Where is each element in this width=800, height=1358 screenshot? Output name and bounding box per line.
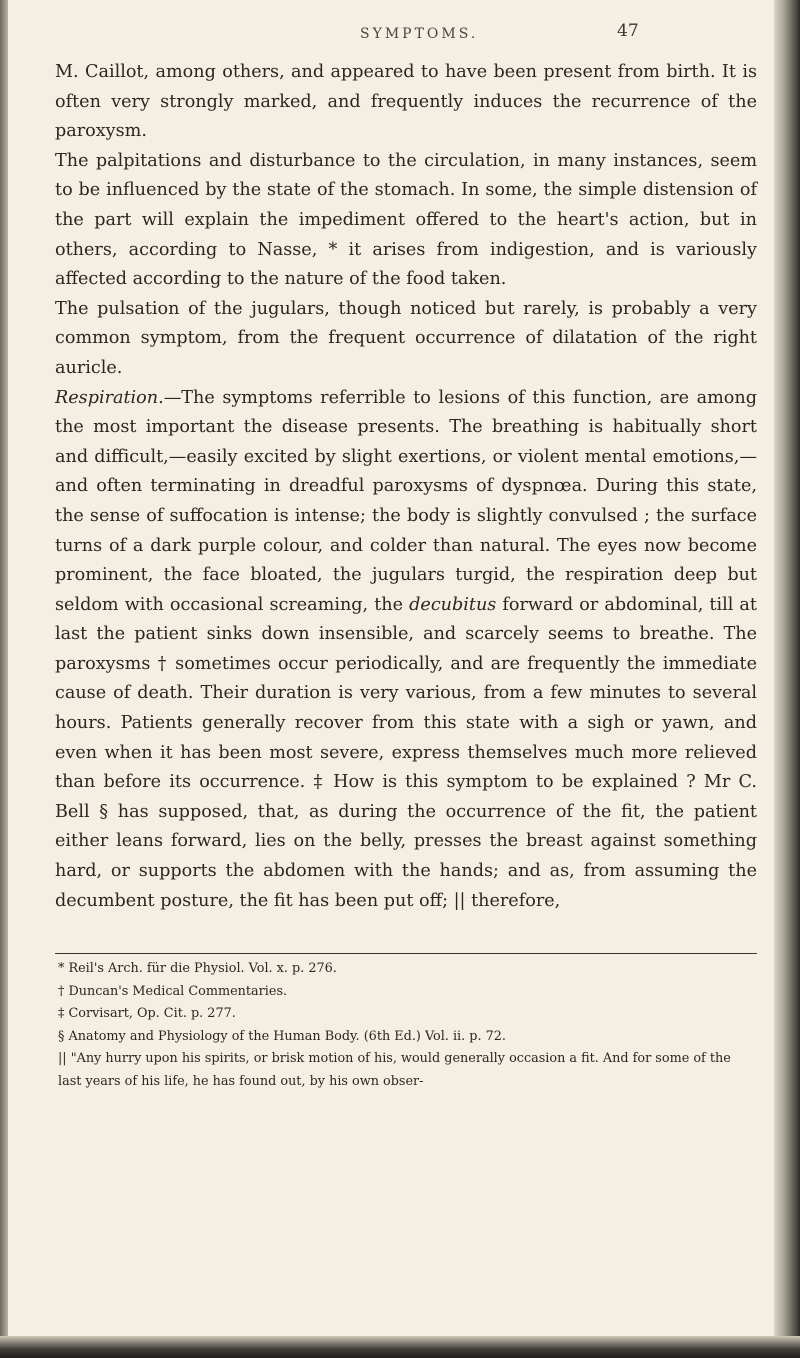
section-heading-respiration: Respiration. bbox=[55, 387, 164, 408]
footnote-5: || "Any hurry upon his spirits, or brisk motion of his, would generally occasion a fit. And for some of the last years of his life, he has found out, by his own obser- bbox=[58, 1051, 731, 1089]
footnote-3: ‡ Corvisart, Op. Cit. p. 277. bbox=[58, 1006, 236, 1021]
footnote-4: § Anatomy and Physiology of the Human Body. (6th Ed.) Vol. ii. p. 72. bbox=[58, 1028, 506, 1044]
footnote-1: * Reil's Arch. für die Physiol. Vol. x. p. 276. bbox=[58, 961, 337, 976]
paragraph-1: M. Caillot, among others, and appeared to have been present from birth. It is often very strongly marked, and frequently induces the recurrence of the paroxysm. bbox=[55, 62, 757, 142]
paragraph-2: The palpitations and disturbance to the circulation, in many instances, seem to be influenced by the state of the stomach. In some, the simple distension of the part will explain the impediment offered to the heart's action, but in others, according to Nasse, * it arises from indigestion, and is variously affected according to the nature of the food taken. bbox=[55, 150, 757, 290]
body-text bbox=[55, 58, 757, 916]
paragraph-4 bbox=[55, 384, 757, 917]
scan-bottom-edge bbox=[0, 1336, 800, 1358]
page-number: 47 bbox=[617, 21, 639, 41]
paragraph-4-text-b: forward or abdominal, till at last the patient sinks down insensible, and scarcely seems to breathe. The paroxysms † sometimes occur periodically, and are frequently the immediate cause of death. Their duration is very various, from a few minutes to several hours. Patients generally recover from this state with a sigh or yawn, and even when it has been most severe, express themselves much more relieved than before its occurrence. ‡ How is this symptom to be explained ? Mr C. Bell § has supposed, that, as during the occurrence of the fit, the patient either leans forward, lies on the belly, presses the breast against something hard, or supports the abdomen with the hands; and as, from assuming the decumbent posture, the fit has been put off; || therefore, bbox=[55, 594, 757, 911]
decubitus-term: decubitus bbox=[409, 594, 497, 615]
running-head: SYMPTOMS. bbox=[360, 26, 479, 42]
paragraph-3: The pulsation of the jugulars, though noticed but rarely, is probably a very common symptom, from the frequent occurrence of dilatation of the right auricle. bbox=[55, 298, 757, 378]
scan-left-edge bbox=[0, 0, 8, 1358]
footnote-rule bbox=[55, 953, 757, 954]
scan-right-edge bbox=[774, 0, 800, 1358]
book-page bbox=[30, 0, 772, 1330]
footnote-2: † Duncan's Medical Commentaries. bbox=[58, 983, 288, 999]
paragraph-4-text-a: —The symptoms referrible to lesions of this function, are among the most important the disease presents. The breathing is habitually short and difficult,—easily excited by slight exertions, or violent mental emotions,—and often terminating in dreadful paroxysms of dyspnœa. During this state, the sense of suffocation is intense; the body is slightly convulsed ; the surface turns of a dark purple colour, and colder than natural. The eyes now become prominent, the face bloated, the jugulars turgid, the respiration deep but seldom with occasional screaming, the bbox=[55, 387, 757, 615]
footnotes bbox=[58, 958, 758, 1093]
